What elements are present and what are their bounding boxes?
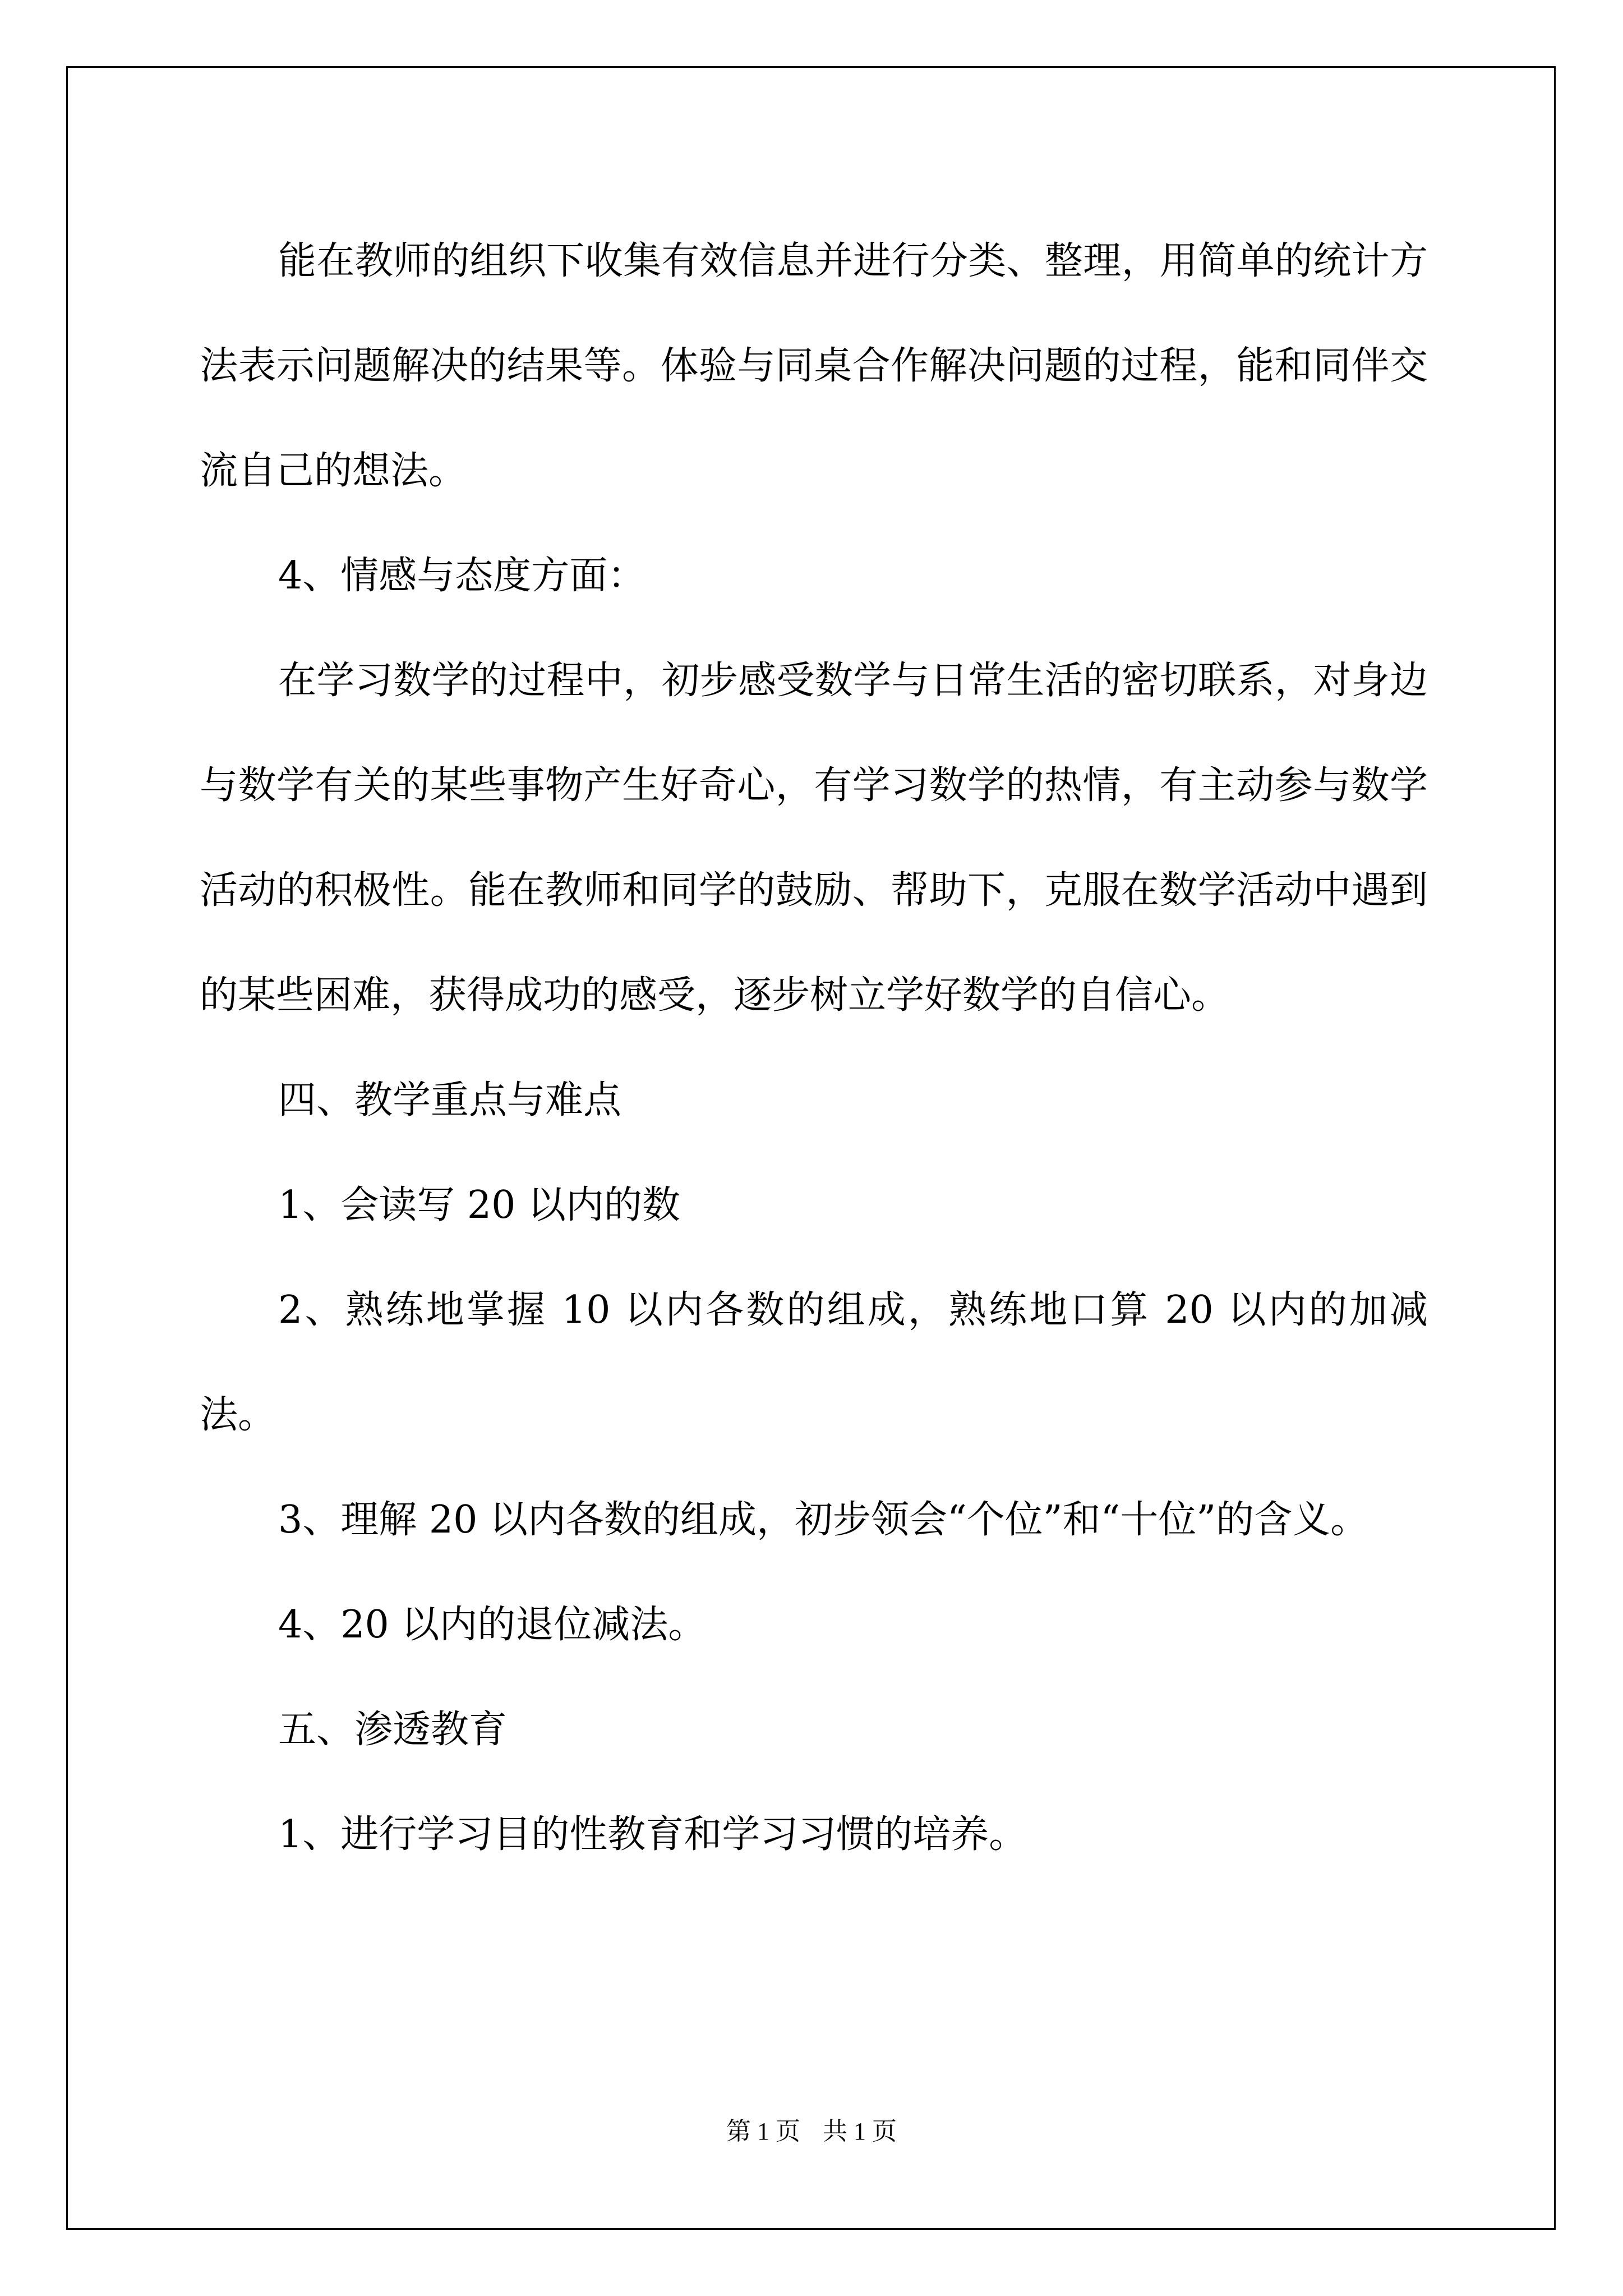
list-item: 2、熟练地掌握 10 以内各数的组成，熟练地口算 20 以内的加减法。 (200, 1288, 1428, 1437)
page-total: 共 1 页 (823, 2118, 897, 2145)
page-footer (0, 2115, 1623, 2148)
list-item: 3、理解 20 以内各数的组成，初步领会“个位”和“十位”的含义。 (278, 1498, 1369, 1542)
list-item: 1、进行学习目的性教育和学习习惯的培养。 (278, 1812, 1027, 1857)
list-item: 1、会读写 20 以内的数 (278, 1183, 681, 1227)
list-item: 4、20 以内的退位减法。 (278, 1603, 707, 1647)
page-number: 第 1 页 (726, 2118, 800, 2145)
section-heading: 四、教学重点与难点 (278, 1078, 622, 1122)
paragraph: 在学习数学的过程中，初步感受数学与日常生活的密切联系，对身边与数学有关的某些事物产生好奇心，有学习数学的热情，有主动参与数学活动的积极性。能在教师和同学的鼓励、帮助下，克服在数学活动中遇到的某些困难，获得成功的感受，逐步树立学好数学的自信心。 (200, 659, 1428, 1018)
section-heading: 五、渗透教育 (278, 1708, 508, 1752)
document-body (200, 209, 1428, 1887)
paragraph: 能在教师的组织下收集有效信息并进行分类、整理，用简单的统计方法表示问题解决的结果等。体验与同桌合作解决问题的过程，能和同伴交流自己的想法。 (200, 239, 1428, 493)
paragraph: 4、情感与态度方面： (278, 554, 646, 598)
